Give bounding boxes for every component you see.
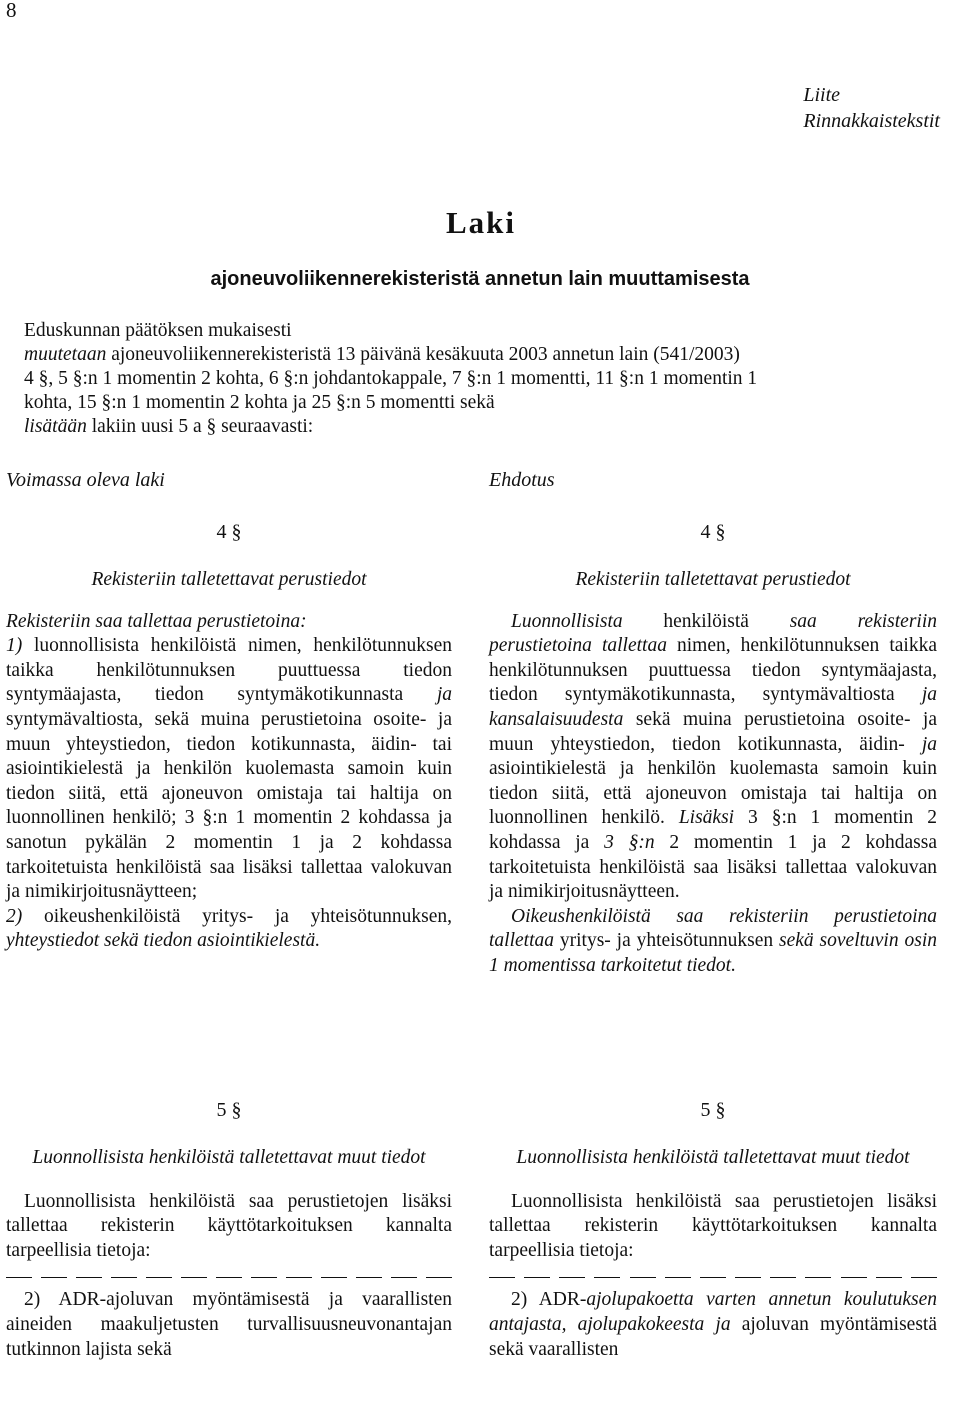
section-number: 4 § [700,521,726,543]
left-section-5 [6,1098,452,1362]
amend-verb: muutetaan [24,344,107,365]
section-heading: Rekisteriin talletettavat perustiedot [575,568,851,590]
section-heading: Luonnollisista henkilöistä talletettavat muut tiedot [32,1146,426,1168]
left-section-4 [6,520,452,954]
law-title [0,205,960,241]
paragraph-item-2: 2) oikeushenkilöistä yritys- ja yhteisötunnuksen, yhteystiedot sekä tiedon asiointikielestä. [6,905,452,952]
section-number: 5 § [700,1099,726,1121]
page-number: 8 [6,0,17,22]
law-title-text: Laki [445,205,517,240]
paragraph-1: Luonnollisista henkilöistä saa perustietojen lisäksi tallettaa rekisterin käyttötarkoituksen kannalta tarpeellisia tietoja: [489,1190,937,1261]
preamble-line-2: muutetaan ajoneuvoliikennerekisteristä 13 päivänä kesäkuuta 2003 annetun lain (541/2003) [24,344,740,365]
paragraph-item-1: 1) luonnollisista henkilöistä nimen, henkilötunnuksen taikka henkilötunnuksen puuttuessa tiedon syntymäajasta, tiedon syntymäkotikunnasta ja syntymävaltiosta, sekä muina perustietoina osoite- ja muun yhteystiedon, tiedon kotikunnasta, äidin- tai asiointikielestä ja henkilön kuolemasta samoin kuin tiedon siitä, että ajoneuvon omistaja tai haltija on luonnollinen henkilö; 3 §:n 1 momentin 2 kohdassa ja sanotun pykälän 2 momentin 1 ja 2 kohdassa tarkoitetuista henkilöistä saa lisäksi tallettaa valokuvan ja nimikirjoitusnäytteen; [6,635,452,903]
right-section-4 [489,520,937,979]
annex-line-1: Liite [803,84,841,106]
preamble-line-3: 4 §, 5 §:n 1 momentin 2 kohta, 6 §:n johdantokappale, 7 §:n 1 momentti, 11 §:n 1 momentin 1 [24,368,758,389]
paragraph-item-2: 2) ADR-ajolupakoetta varten annetun koulutuksen antajasta, ajolupakokeesta ja ajoluvan myöntämisestä sekä vaarallisten [489,1289,937,1360]
add-verb: lisätään [24,416,87,437]
preamble-line-5: lisätään lakiin uusi 5 a § seuraavasti: [24,416,314,437]
annex-line-2: Rinnakkaistekstit [803,110,940,132]
section-number: 4 § [216,521,242,543]
section-number: 5 § [216,1099,242,1121]
paragraph-item-2: 2) ADR-ajoluvan myöntämisestä ja vaarallisten aineiden maakuljetusten turvallisuusneuvonantajan tutkinnon lajista sekä [6,1289,452,1360]
annex-label [803,82,940,134]
left-column-heading: Voimassa oleva laki [6,469,165,491]
section-heading: Rekisteriin talletettavat perustiedot [91,568,367,590]
preamble-line-1: Eduskunnan päätöksen mukaisesti [24,320,292,341]
section-heading: Luonnollisista henkilöistä talletettavat muut tiedot [516,1146,910,1168]
paragraph-intro: Rekisteriin saa tallettaa perustietoina: [6,610,307,632]
law-subtitle: ajoneuvoliikennerekisteristä annetun lain muuttamisesta [210,268,750,290]
paragraph-1: Luonnollisista henkilöistä saa perustietojen lisäksi tallettaa rekisterin käyttötarkoituksen kannalta tarpeellisia tietoja: [6,1190,452,1261]
preamble [24,319,960,439]
paragraph-2: Oikeushenkilöistä saa rekisteriin perustietoina tallettaa yritys- ja yhteisötunnuksen sekä soveltuvin osin 1 momentissa tarkoitetut tiedot. [489,905,937,976]
right-column-heading: Ehdotus [489,469,555,491]
omission-line [489,1265,937,1278]
paragraph-1: Luonnollisista henkilöistä saa rekisteriin perustietoina tallettaa nimen, henkilötunnuksen taikka henkilötunnuksen puuttuessa tiedon syntymäajasta, tiedon syntymäkotikunnasta, syntymävaltiosta ja kansalaisuudesta sekä muina perustietoina osoite- ja muun yhteystiedon, tiedon kotikunnasta, äidin- ja asiointikielestä ja henkilön kuolemasta samoin kuin tiedon siitä, että ajoneuvon omistaja tai haltija on luonnollinen henkilö. Lisäksi 3 §:n 1 momentin 2 kohdassa ja 3 §:n 2 momentin 1 ja 2 kohdassa tarkoitetuista henkilöistä saa lisäksi tallettaa valokuvan ja nimikirjoitusnäytteen. [489,610,937,903]
omission-line [6,1265,452,1278]
right-section-5 [489,1098,937,1362]
preamble-line-4: kohta, 15 §:n 1 momentin 2 kohta ja 25 §:n 5 momentti sekä [24,392,495,413]
